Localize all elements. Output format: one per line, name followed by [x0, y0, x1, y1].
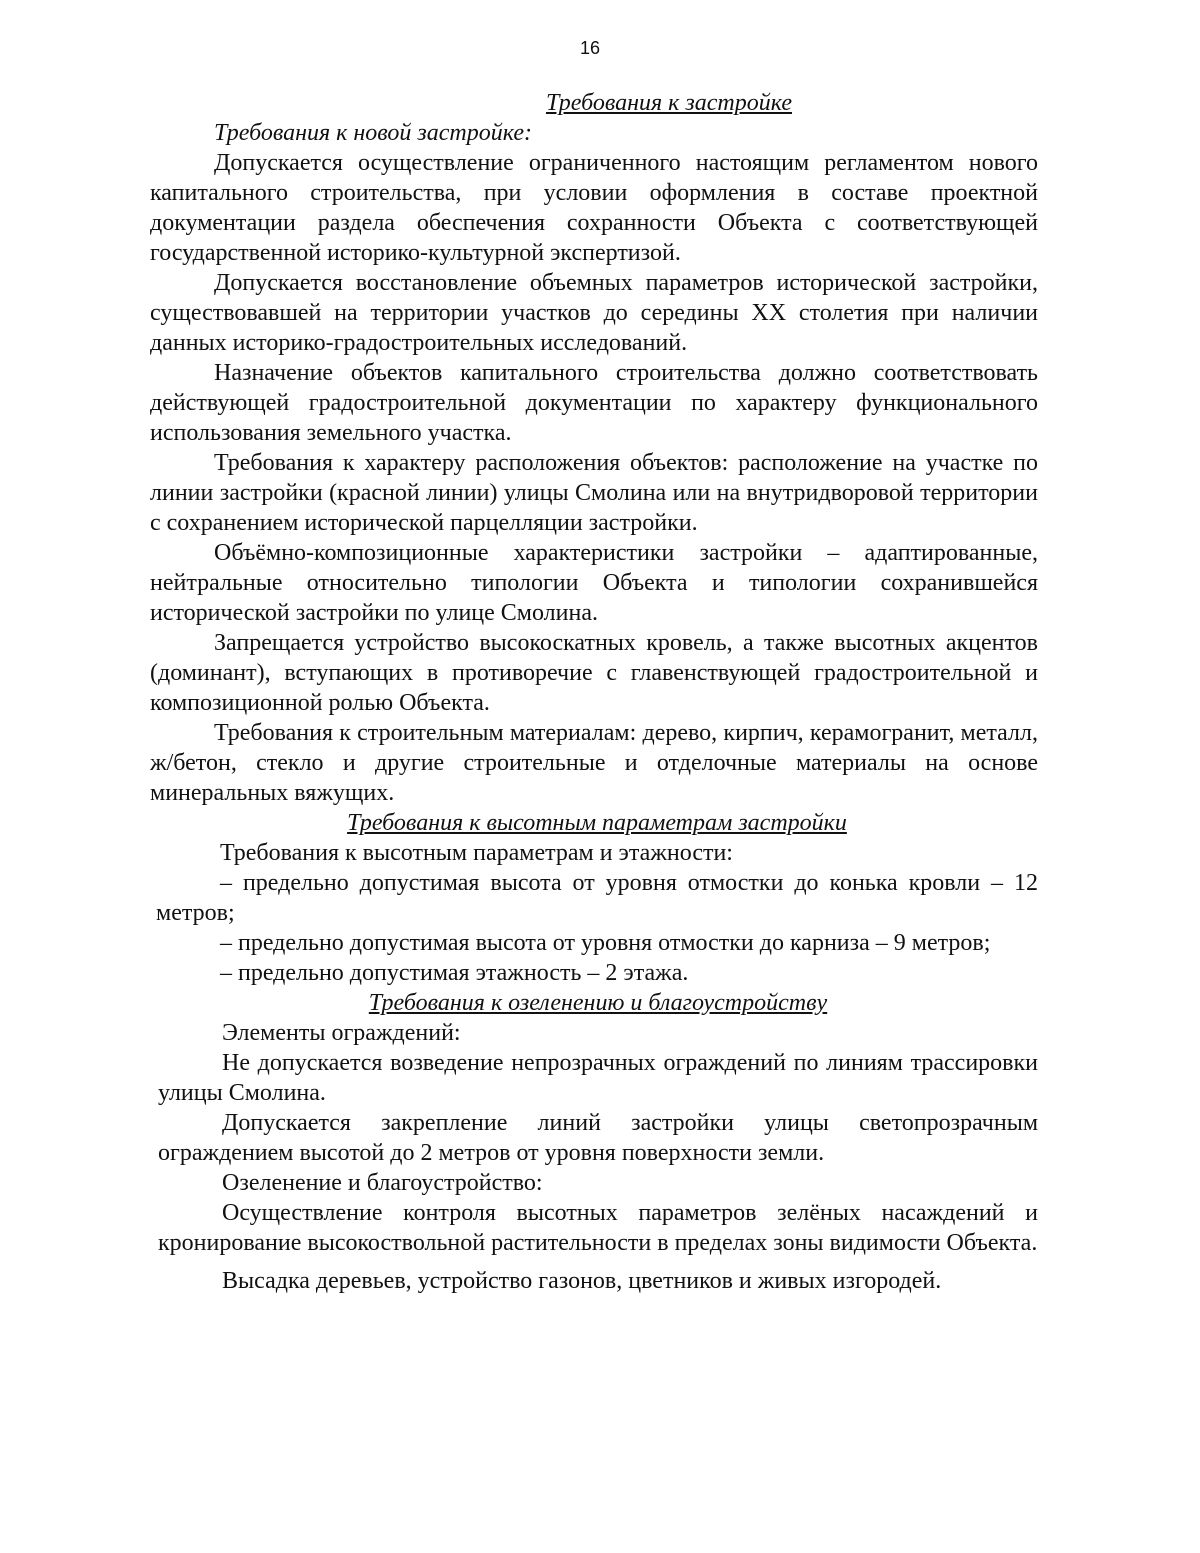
heading-height-parameters: Требования к высотным параметрам застройки: [347, 810, 847, 836]
height-item: – предельно допустимая высота от уровня отмостки до конька кровли – 12 метров;: [156, 870, 1038, 926]
subheading-new-building: Требования к новой застройке:: [214, 120, 533, 146]
paragraph: Допускается осуществление ограниченного настоящим регламентом нового капитального строительства, при условии оформления в составе проектной документации раздела обеспечения сохранности Объекта с соответствующей государственной историко-культурной экспертизой.: [150, 150, 1038, 266]
page-number: 16: [579, 38, 601, 58]
document-body: [150, 88, 1038, 1296]
paragraph: Назначение объектов капитального строительства должно соответствовать действующей градостроительной документации по характеру функционального использования земельного участка.: [150, 360, 1038, 446]
paragraph: Высадка деревьев, устройство газонов, цветников и живых изгородей.: [222, 1268, 942, 1294]
paragraph: Допускается закрепление линий застройки улицы светопрозрачным ограждением высотой до 2 метров от уровня поверхности земли.: [158, 1110, 1038, 1166]
height-item: – предельно допустимая этажность – 2 этажа.: [220, 960, 689, 986]
paragraph: Объёмно-композиционные характеристики застройки – адаптированные, нейтральные относительно типологии Объекта и типологии сохранившейся исторической застройки по улице Смолина.: [150, 540, 1038, 626]
heading-building-requirements: Требования к застройке: [545, 90, 792, 116]
paragraph: Осуществление контроля высотных параметров зелёных насаждений и кронирование высокоствольной растительности в пределах зоны видимости Объекта.: [158, 1200, 1038, 1256]
height-intro: Требования к высотным параметрам и этажности:: [220, 840, 733, 866]
height-item: – предельно допустимая высота от уровня отмостки до карниза – 9 метров;: [220, 930, 991, 956]
heading-landscaping: Требования к озеленению и благоустройству: [368, 990, 828, 1016]
paragraph: Допускается восстановление объемных параметров исторической застройки, существовавшей на территории участков до середины XX столетия при наличии данных историко-градостроительных исследований.: [150, 270, 1038, 356]
paragraph: Запрещается устройство высокоскатных кровель, а также высотных акцентов (доминант), вступающих в противоречие с главенствующей градостроительной и композиционной ролью Объекта.: [150, 630, 1038, 716]
landscape-section: [158, 988, 1038, 1296]
paragraph: Требования к строительным материалам: дерево, кирпич, керамогранит, металл, ж/бетон, стекло и другие строительные и отделочные материалы на основе минеральных вяжущих.: [150, 720, 1038, 806]
fences-label: Элементы ограждений:: [222, 1020, 461, 1046]
paragraph: Не допускается возведение непрозрачных ограждений по линиям трассировки улицы Смолина.: [158, 1050, 1038, 1106]
landscape-label: Озеленение и благоустройство:: [222, 1170, 543, 1196]
height-section: [156, 808, 1038, 988]
paragraph: Требования к характеру расположения объектов: расположение на участке по линии застройки (красной линии) улицы Смолина или на внутридворовой территории с сохранением исторической парцелляции застройки.: [150, 450, 1038, 536]
